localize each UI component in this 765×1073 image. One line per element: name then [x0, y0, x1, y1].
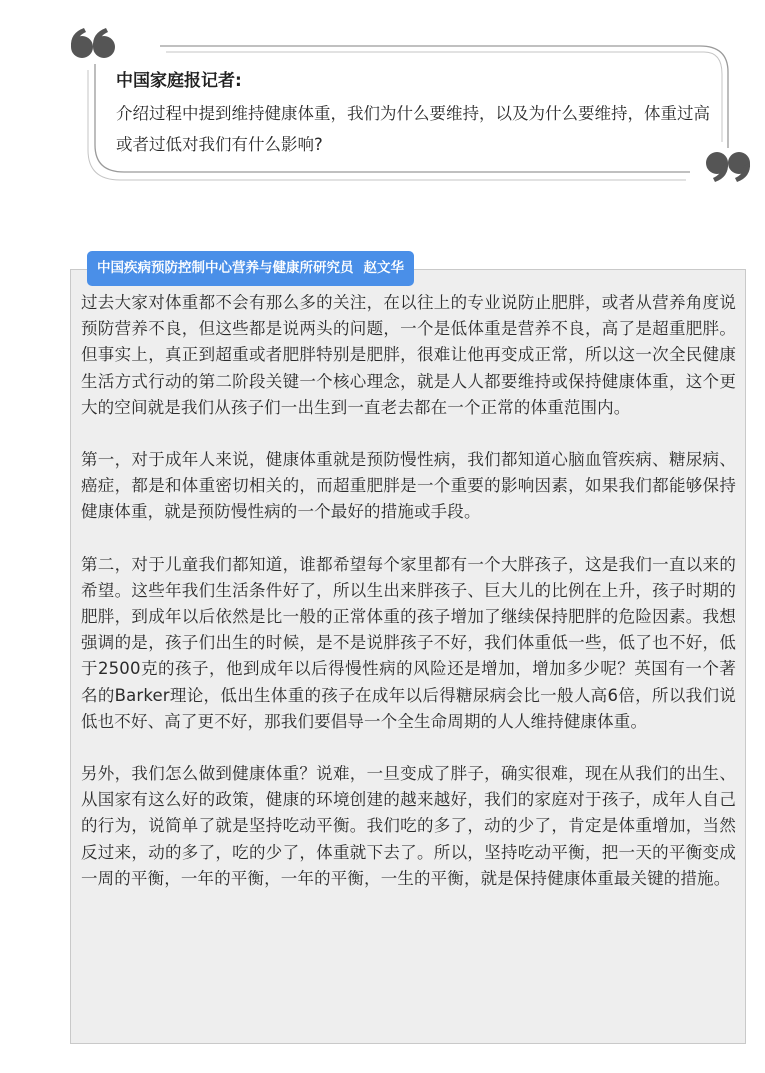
question — [116, 68, 716, 160]
question-text: 介绍过程中提到维持健康体重，我们为什么要维持，以及为什么要维持，体重过高或者过低对我们有什么影响? — [116, 104, 710, 154]
answer-body — [81, 290, 736, 918]
open-quote-icon — [71, 28, 115, 58]
speaker-title: 中国疾病预防控制中心营养与健康所研究员 — [97, 260, 354, 276]
question-label: 中国家庭报记者: — [116, 71, 242, 91]
answer-paragraph: 第一，对于成年人来说，健康体重就是预防慢性病，我们都知道心脑血管疾病、糖尿病、癌症，都是和体重密切相关的，而超重肥胖是一个重要的影响因素，如果我们都能够保持健康体重，就是预防慢性病的一个最好的措施或手段。 — [81, 450, 736, 522]
answer-paragraph: 另外，我们怎么做到健康体重？说难，一旦变成了胖子，确实很难，现在从我们的出生、从国家有这么好的政策，健康的环境创建的越来越好，我们的家庭对于孩子，成年人自己的行为，说简单了就是坚持吃动平衡。我们吃的多了，动的少了，肯定是体重增加，当然反过来，动的多了，吃的少了，体重就下去了。所以，坚持吃动平衡，把一天的平衡变成一周的平衡，一年的平衡，一年的平衡，一生的平衡，就是保持健康体重最关键的措施。 — [81, 764, 736, 888]
answer-paragraph: 第二，对于儿童我们都知道，谁都希望每个家里都有一个大胖孩子，这是我们一直以来的希望。这些年我们生活条件好了，所以生出来胖孩子、巨大儿的比例在上升，孩子时期的肥胖，到成年以后依然是比一般的正常体重的孩子增加了继续保持肥胖的危险因素。我想强调的是，孩子们出生的时候，是不是说胖孩子不好，我们体重低一些，低了也不好，低于2500克的孩子，他到成年以后得慢性病的风险还是增加，增加多少呢？英国有一个著名的Barker理论，低出生体重的孩子在成年以后得糖尿病会比一般人高6倍，所以我们说低也不好、高了更不好，那我们要倡导一个全生命周期的人人维持健康体重。 — [81, 554, 736, 731]
question-quote-block — [0, 0, 765, 200]
speaker-badge — [87, 251, 414, 286]
speaker-name: 赵文华 — [363, 260, 404, 276]
answer-paragraph: 过去大家对体重都不会有那么多的关注，在以往上的专业说防止肥胖，或者从营养角度说预防营养不良，但这些都是说两头的问题，一个是低体重是营养不良，高了是超重肥胖。但事实上，真正到超重或者肥胖特别是肥胖，很难让他再变成正常，所以这一次全民健康生活方式行动的第二阶段关键一个核心理念，就是人人都要维持或保持健康体重，这个更大的空间就是我们从孩子们一出生到一直老去都在一个正常的体重范围内。 — [81, 293, 736, 417]
